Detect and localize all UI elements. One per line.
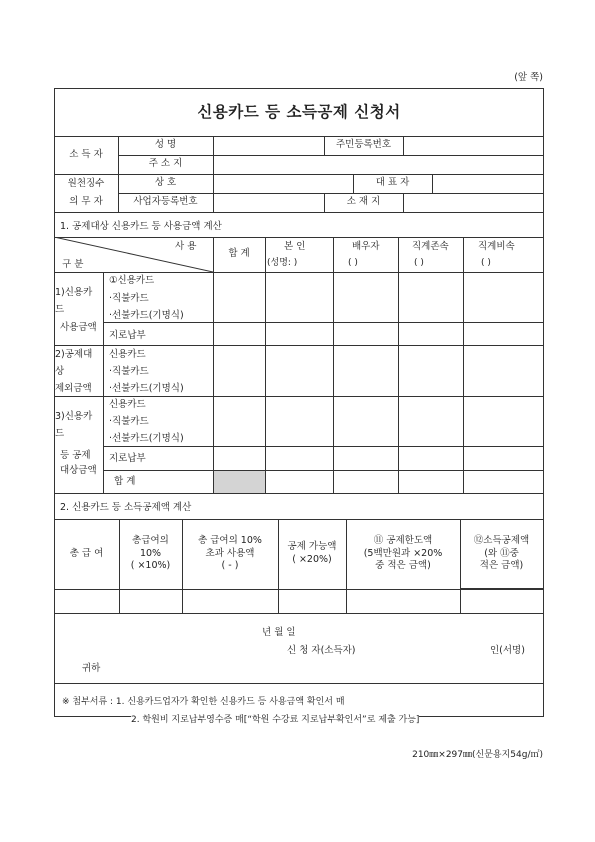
- total-column-header: 합 계: [228, 248, 250, 260]
- self-column-header: 본 인: [284, 241, 306, 252]
- group1-item: ①신용카드: [109, 275, 155, 286]
- group2-label: 상: [55, 366, 65, 377]
- line: [103, 446, 544, 447]
- group1-item: ·직불카드: [109, 293, 149, 304]
- self-name-field: (성명: ): [267, 258, 298, 268]
- group3-label: 드: [55, 428, 65, 439]
- excess-line: ( - ): [221, 560, 239, 572]
- location-label: 소 재 지: [346, 196, 381, 208]
- group2-label: 제외금액: [55, 383, 92, 394]
- rrn-label: 주민등록번호: [335, 139, 392, 151]
- excess-line: 초과 사용액: [205, 547, 255, 559]
- pct10-line: 10%: [139, 547, 162, 559]
- withholder-label-2: 의 무 자: [69, 195, 103, 207]
- address-label: 주 소 지: [148, 158, 183, 170]
- applicant-label: 신 청 자(소득자): [287, 645, 356, 656]
- sum-row-label: 합 계: [114, 476, 136, 487]
- biz-no-label: 사업자등록번호: [133, 196, 198, 208]
- line: [103, 322, 544, 323]
- line: [103, 470, 544, 471]
- line: [54, 272, 544, 273]
- group3-giro-label: 지로납부: [109, 453, 146, 464]
- group3-item: ·직불카드: [109, 416, 149, 427]
- group1-label: 사용금액: [60, 322, 97, 333]
- deductible-header: [278, 519, 346, 589]
- use-header-label: 사 용: [175, 241, 197, 252]
- group1-label: 1)신용카: [55, 287, 93, 298]
- limit-header: [346, 519, 460, 589]
- spouse-name-field: ( ): [348, 258, 358, 268]
- deductible-line: ( ×20%): [292, 554, 332, 565]
- limit-line: 중 적은 금액): [375, 560, 431, 572]
- group2-item: ·직불카드: [109, 366, 149, 377]
- ascendant-column-header: 직계존속: [412, 241, 449, 252]
- amount-line: ⑫소득공제액: [473, 534, 530, 546]
- section2-title: 2. 신용카드 등 소득공제액 계산: [60, 502, 192, 513]
- group1-giro-label: 지로납부: [109, 330, 146, 341]
- group2-label: 2)공제대: [55, 349, 93, 360]
- group3-label: 3)신용카: [55, 411, 93, 422]
- group3-label: 대상금액: [60, 465, 97, 476]
- representative-label: 대 표 자: [375, 177, 410, 189]
- amount-line: 적은 금액): [479, 560, 524, 572]
- group2-item: ·선불카드(기명식): [109, 383, 184, 394]
- representative-field[interactable]: [433, 175, 543, 193]
- line: [54, 683, 544, 684]
- line: [54, 212, 544, 213]
- form-title: 신용카드 등 소득공제 신청서: [197, 102, 401, 121]
- company-field[interactable]: [214, 175, 353, 193]
- sum-total-shaded-cell: [214, 471, 265, 493]
- form-border-right: [543, 88, 544, 716]
- limit-line: (5백만원과 ×20%: [363, 547, 443, 559]
- group1-item: ·선불카드(기명식): [109, 310, 184, 321]
- seal-label: 인(서명): [490, 645, 525, 656]
- name-field[interactable]: [214, 137, 324, 155]
- excess-header: [182, 519, 278, 589]
- page-side-label: (앞 쪽): [514, 72, 543, 83]
- line: [54, 493, 544, 494]
- pct10-header: [119, 519, 182, 589]
- location-field[interactable]: [404, 194, 543, 212]
- name-label: 성 명: [154, 139, 177, 151]
- date-line: 년 월 일: [262, 627, 296, 638]
- deductible-line: 공제 가능액: [287, 541, 337, 553]
- group3-item: 신용카드: [109, 399, 146, 410]
- withholder-label-1: 원천징수: [67, 177, 105, 189]
- excess-line: 총 급여의 10%: [198, 534, 262, 546]
- deduction-amount-box[interactable]: [460, 588, 544, 614]
- descendant-name-field: ( ): [481, 258, 491, 268]
- line: [54, 345, 544, 346]
- line: [103, 272, 104, 493]
- pct10-line: ( ×10%): [130, 560, 171, 572]
- line: [463, 237, 464, 493]
- group1-label: 드: [55, 304, 65, 315]
- ascendant-name-field: ( ): [414, 258, 424, 268]
- attachment-line-2: 2. 학원비 지로납부영수증 매[“학원 수강료 지로납부확인서”로 제출 가능]: [131, 715, 420, 725]
- recipient-label: 귀하: [82, 663, 101, 674]
- group2-item: 신용카드: [109, 349, 146, 360]
- line: [265, 396, 266, 493]
- form-border-top: [54, 88, 544, 89]
- line: [54, 396, 544, 397]
- spouse-column-header: 배우자: [352, 241, 380, 252]
- biz-no-field[interactable]: [214, 194, 324, 212]
- group3-item: ·선불카드(기명식): [109, 433, 184, 444]
- income-earner-label: 소 득 자: [69, 148, 103, 160]
- line: [333, 237, 334, 493]
- descendant-column-header: 직계비속: [478, 241, 515, 252]
- section1-title: 1. 공제대상 신용카드 등 사용금액 계산: [60, 221, 222, 232]
- line: [213, 396, 214, 493]
- amount-line: (와 ⑪중: [484, 547, 519, 559]
- salary-header: 총 급 여: [69, 547, 104, 559]
- rrn-field[interactable]: [404, 137, 543, 155]
- company-label: 상 호: [154, 177, 177, 189]
- amount-header: [460, 519, 543, 589]
- address-field[interactable]: [214, 156, 543, 174]
- group3-label: 등 공제: [60, 450, 91, 461]
- limit-line: ⑪ 공제한도액: [373, 534, 433, 546]
- paper-size-footer: 210㎜×297㎜(신문용지54g/㎡): [412, 750, 543, 760]
- attachment-line-1: ※ 첨부서류 : 1. 신용카드업자가 확인한 신용카드 등 사용금액 확인서 매: [62, 697, 345, 707]
- category-header-label: 구 분: [62, 259, 84, 270]
- line: [398, 237, 399, 493]
- pct10-line: 총급여의: [132, 534, 169, 546]
